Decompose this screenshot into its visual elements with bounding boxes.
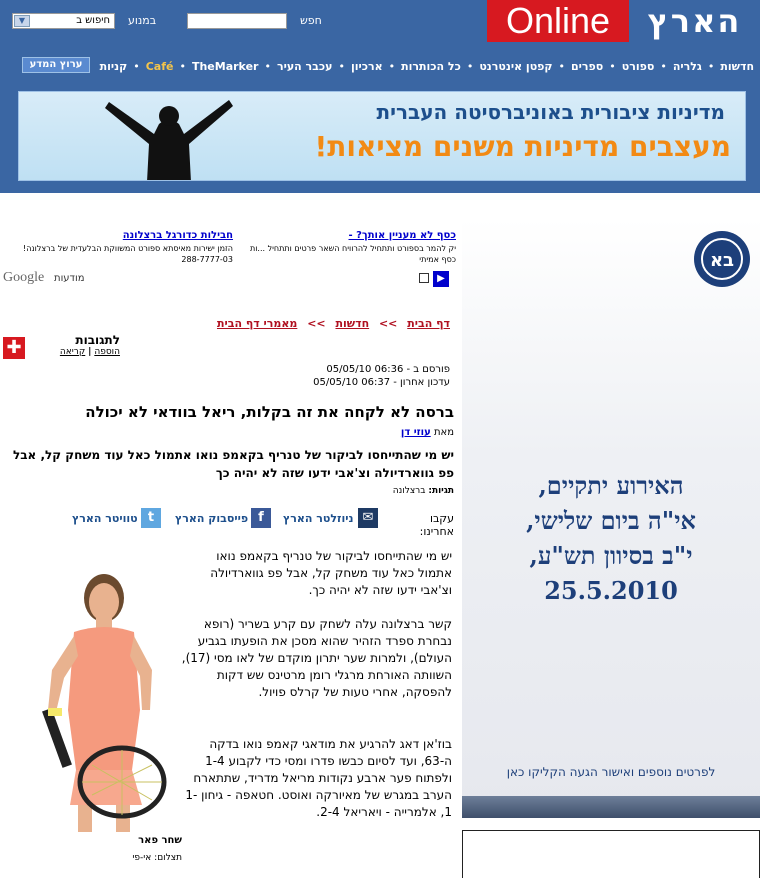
nav-item-gallery[interactable]: גלריה — [672, 59, 702, 73]
search-input[interactable] — [187, 13, 287, 29]
nav-separator: • — [388, 59, 396, 73]
nav-separator: • — [264, 59, 271, 73]
tennis-player-photo — [12, 560, 180, 832]
photo-caption: שחר פאר — [138, 835, 182, 846]
facebook-link[interactable]: פייסבוק הארץ — [175, 512, 249, 525]
chevron-down-icon[interactable]: ▼ — [14, 15, 30, 27]
ad-details-link[interactable]: לפרטים נוספים ואישור הגעה הקליקו כאן — [506, 765, 716, 779]
updated-date: עדכון אחרון - 06:37 05/05/10 — [313, 377, 450, 388]
article-paragraph: בוז'אן דאג להרגיע את מודאגי קאמפ נואו בדקה ה-63, ועד לסיום כבשו פדרו ומסי כדי לקבוע 1-4 ולפתוח פער ארבע נקודות מריאל מדריד, שתתארח הערב במגרש של מאיורקה ואוסט. חטאפה - גיחון 1-1, אלמרייה - ויאריאל 2-4. — [185, 737, 452, 819]
breadcrumb-home-articles[interactable]: מאמרי דף הבית — [216, 317, 298, 330]
nav-item-shopping[interactable]: קניות — [99, 59, 128, 73]
search-engine-label: במנוע — [128, 14, 157, 27]
nav-item-sport[interactable]: ספורט — [621, 59, 655, 73]
ad-line-3: י"ב בסיוון תש"ע, — [529, 541, 693, 570]
ad-event-text — [462, 468, 760, 608]
google-ad-2-text: הזמן ישירות מאיסתא ספורט המשווקת הבלעדית של ברצלונה! 288-7777-03 — [23, 244, 233, 264]
logo-haaretz[interactable]: הארץ — [647, 2, 742, 40]
nav-separator: • — [133, 59, 140, 73]
popup-icon[interactable] — [419, 273, 429, 283]
nav-separator: • — [179, 59, 186, 73]
ad-bottom-bar — [462, 796, 760, 818]
tags-label: תגיות: — [428, 486, 454, 496]
nav-item-akhbar-hair[interactable]: עכבר העיר — [276, 59, 333, 73]
nav-separator: • — [338, 59, 345, 73]
article-headline: ברסה לא לקחה את זה בקלות, ריאל בוודאי לא יכולה — [85, 403, 454, 421]
google-logo: Google — [3, 270, 45, 285]
nav-separator: • — [660, 59, 667, 73]
person-silhouette-icon — [99, 94, 239, 181]
main-nav — [100, 58, 754, 74]
published-date: פורסם ב - 06:36 05/05/10 — [326, 364, 450, 375]
search-label: חפש — [300, 14, 322, 27]
follow-us-label: עקבו אחרינו: — [419, 512, 454, 538]
nav-separator: • — [558, 59, 566, 73]
article-paragraph: יש מי שהתייחסו לביקור של טנריף בקאמפ נואו אתמול כאל עוד משחק קל, אבל פפ גווארדיולה וצ'אבי ידעו שזה לא יהיה כך. — [210, 549, 452, 597]
nav-separator: • — [609, 59, 616, 73]
talkback-read-link[interactable]: קריאה — [59, 347, 86, 357]
bar-ilan-ad[interactable] — [462, 218, 760, 818]
article-subhead: יש מי שהתייחסו לביקור של טנריף בקאמפ נואו אתמול כאל עוד משחק קל, אבל פפ גווארדיולה וצ'אבי ידעו שזה לא יהיה כך — [12, 448, 454, 480]
google-ads-label: מודעות — [54, 273, 85, 284]
plus-icon[interactable]: ✚ — [3, 337, 25, 359]
photo-credit: תצלום: אי-פי — [132, 853, 182, 863]
svg-text:בא: בא — [709, 250, 735, 271]
twitter-link[interactable]: טוויטר הארץ — [72, 512, 138, 525]
nav-item-captain-internet[interactable]: קפטן אינטרנט — [479, 59, 553, 73]
nav-item-news[interactable]: חדשות — [720, 59, 754, 73]
nav-item-themarker[interactable]: TheMarker — [191, 59, 259, 73]
nav-item-archive[interactable]: ארכיון — [350, 59, 383, 73]
nav-separator: • — [707, 59, 715, 73]
author-link[interactable]: עוזי דן — [400, 427, 431, 438]
talkback-sep: | — [88, 347, 92, 357]
nav-item-books[interactable]: ספרים — [571, 59, 604, 73]
secondary-ad-slot — [462, 830, 760, 878]
author-prefix: מאת — [433, 427, 454, 438]
science-channel-button[interactable]: ערוץ המדע — [22, 57, 90, 73]
google-ad-1-text: יק להמר בספורט ותתחיל להרוויח השאר פרטים ותתחיל ...ות כסף אמיתי — [249, 244, 456, 264]
nav-item-cafe[interactable]: Café — [145, 59, 174, 73]
banner-slogan: מעצבים מדיניות משנים מציאות! — [314, 130, 731, 163]
google-ad-2-title[interactable]: חבילות כדורגל ברצלונה — [122, 230, 233, 241]
ad-line-4: 25.5.2010 — [544, 576, 678, 605]
talkbacks-title: לתגובות — [75, 333, 120, 347]
tag-link[interactable]: ברצלונה — [392, 486, 426, 496]
talkback-add-link[interactable]: הוספה — [94, 347, 120, 357]
article-tags — [300, 486, 454, 496]
article-paragraph: קשר ברצלונה עלה לשחק עם קרע בשריר (רופא נבחרת ספרד הזהיר שהוא מסכן את הופעתו בגביע העולם), ולמרות שער יתרון מוקדם של לאו מסי (17), השוותה האורחת מרגלי רומן מרטינס שש דקות להפסקה, אחרי טעות של קרלס פויול. — [181, 617, 452, 699]
breadcrumb-news[interactable]: חדשות — [335, 317, 370, 330]
logo-online[interactable]: Online — [487, 0, 629, 42]
breadcrumb-separator: >> — [378, 317, 398, 330]
nav-item-all-headlines[interactable]: כל הכותרות — [401, 59, 461, 73]
talkbacks-links — [32, 347, 120, 357]
breadcrumb-home[interactable]: דף הבית — [407, 317, 450, 330]
ad-line-2: אי"ה ביום שלישי, — [526, 506, 696, 535]
ad-line-1: האירוע יתקיים, — [538, 471, 684, 500]
mail-icon[interactable]: ✉ — [358, 508, 378, 528]
breadcrumb-separator: >> — [307, 317, 326, 330]
article-author — [300, 427, 454, 438]
facebook-icon[interactable]: f — [251, 508, 271, 528]
breadcrumb — [217, 317, 450, 330]
newsletter-link[interactable]: ניוזלטר הארץ — [283, 512, 354, 525]
twitter-icon[interactable]: t — [141, 508, 161, 528]
bar-ilan-logo-icon — [687, 228, 757, 290]
arrow-right-icon[interactable]: ▶ — [433, 271, 449, 287]
banner-headline: מדיניות ציבורית באוניברסיטה העברית — [376, 100, 725, 124]
search-engine-select[interactable]: חיפוש ב — [12, 13, 115, 29]
top-banner-ad[interactable] — [18, 91, 746, 181]
nav-separator: • — [466, 59, 474, 73]
google-ad-1-title[interactable]: כסף לא מעניין אותך? - — [348, 230, 456, 241]
